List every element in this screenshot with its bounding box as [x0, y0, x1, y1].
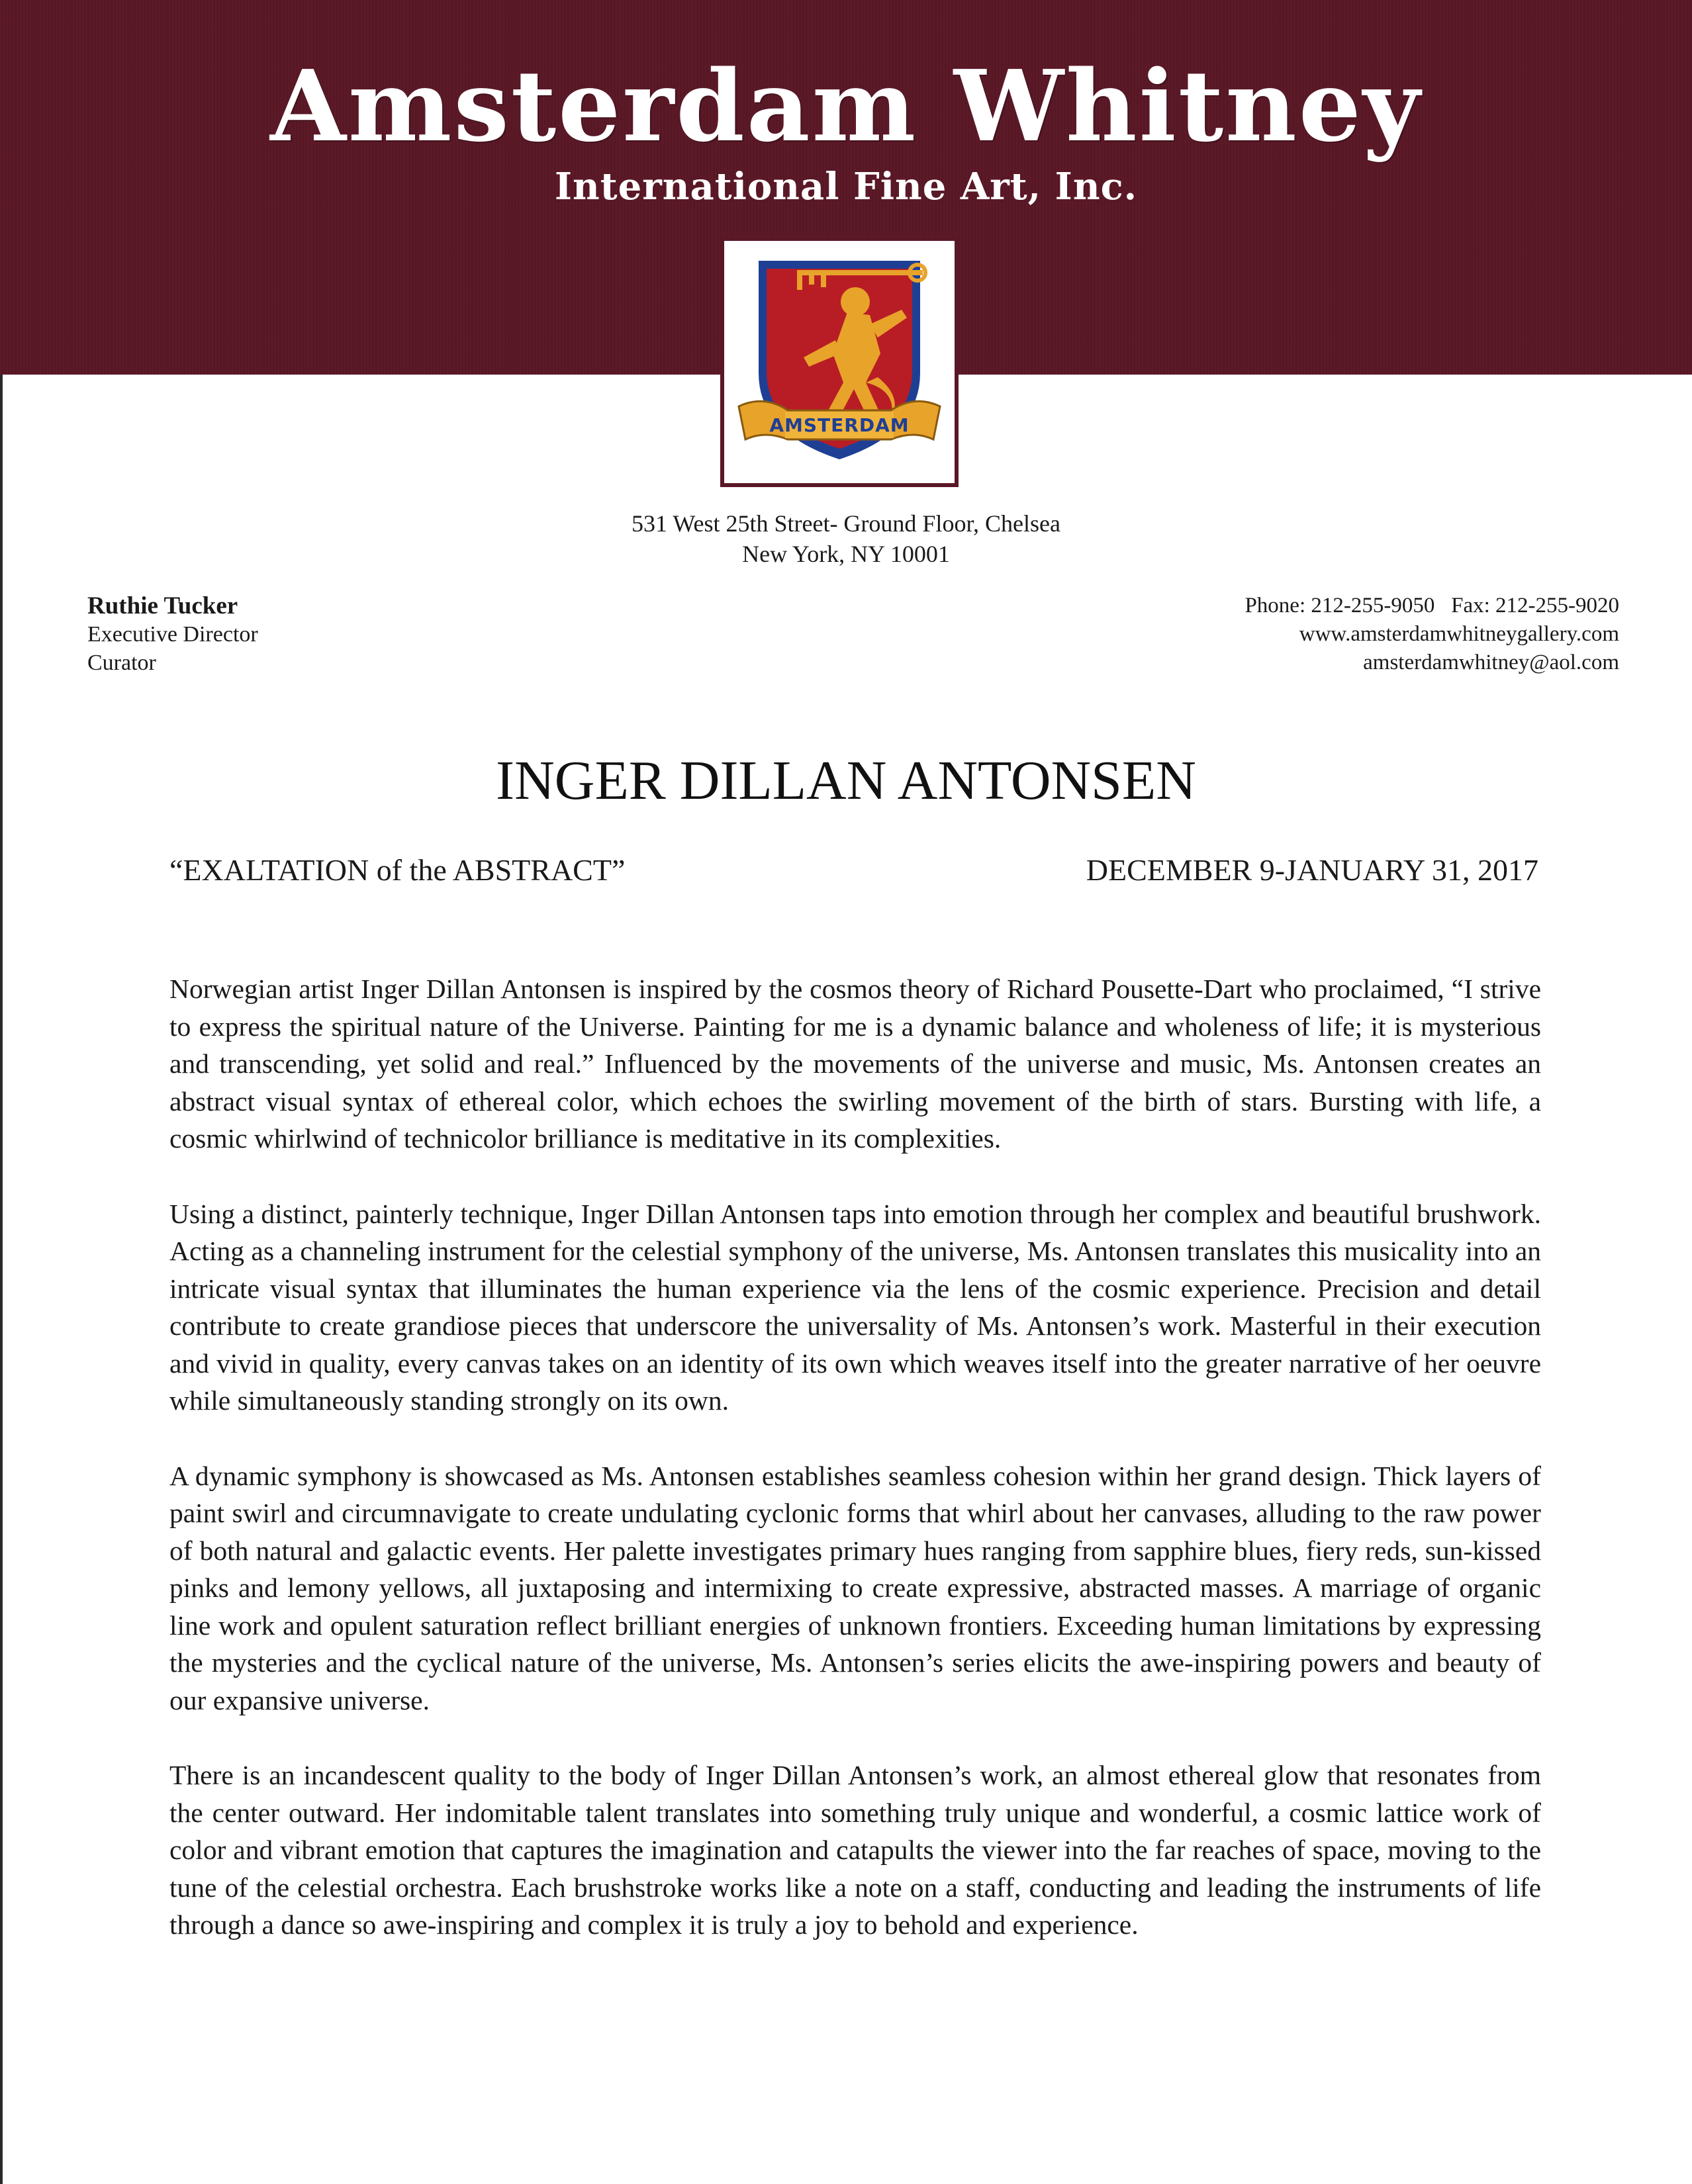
gallery-address — [0, 508, 1692, 569]
exhibition-dates: DECEMBER 9-JANUARY 31, 2017 — [1086, 853, 1538, 887]
press-release-body — [169, 970, 1541, 1981]
address-line-1: 531 West 25th Street- Ground Floor, Chelsea — [632, 510, 1060, 537]
artist-name-title: INGER DILLAN ANTONSEN — [496, 750, 1196, 811]
page-edge — [0, 375, 3, 2184]
gallery-subtitle: International Fine Art, Inc. — [554, 165, 1138, 208]
gallery-name: Amsterdam Whitney — [270, 48, 1422, 163]
paragraph: A dynamic symphony is showcased as Ms. Antonsen establishes seamless cohesion within her grand design. Thick layers of paint swirl and circumnavigate to create undulating cyclonic forms that whirl about her canvases, alluding to the raw power of both natural and galactic events. Her palette investigates primary hues ranging from sapphire blues, fiery reds, sun-kissed pinks and lemony yellows, all juxtaposing and intermixing to create expressive, abstracted masses. A marriage of organic line work and opulent saturation reflect brilliant energies of unknown frontiers. Exceeding human limitations by expressing the mysteries and the cyclical nature of the universe, Ms. Antonsen’s series elicits the awe-inspiring powers and beauty of our expansive universe. — [169, 1460, 1541, 1715]
director-title: Executive Director — [87, 622, 258, 647]
director-name: Ruthie Tucker — [87, 592, 238, 619]
curator-title: Curator — [87, 651, 156, 675]
phone-fax: Phone: 212-255-9050 Fax: 212-255-9020 — [1245, 594, 1619, 617]
website-link[interactable]: www.amsterdamwhitneygallery.com — [1299, 622, 1619, 646]
director-block — [87, 592, 258, 677]
lion-shield-icon — [724, 241, 955, 483]
exhibition-row — [169, 852, 1538, 888]
email-link[interactable]: amsterdamwhitney@aol.com — [1363, 651, 1619, 674]
gallery-logo — [720, 237, 959, 487]
paragraph: Norwegian artist Inger Dillan Antonsen is inspired by the cosmos theory of Richard Pousette-Dart who proclaimed, “I strive to express the spiritual nature of the Universe. Painting for me is a dynamic balance and wholeness of life; it is mysterious and transcending, yet solid and real.” Influenced by the movements of the universe and music, Ms. Antonsen creates an abstract visual syntax of ethereal color, which echoes the swirling movement of the birth of stars. Bursting with life, a cosmic whirlwind of technicolor brilliance is meditative in its complexities. — [169, 974, 1541, 1154]
paragraph: Using a distinct, painterly technique, Inger Dillan Antonsen taps into emotion through her complex and beautiful brushwork. Acting as a channeling instrument for the celestial symphony of the universe, Ms. Antonsen translates this musicality into an intricate visual syntax that illuminates the human experience via the lens of the cosmic experience. Precision and detail contribute to create grandiose pieces that underscore the universality of Ms. Antonsen’s work. Masterful in their execution and vivid in quality, every canvas takes on an identity of its own which weaves itself into the greater narrative of her oeuvre while simultaneously standing strongly on its own. — [169, 1198, 1541, 1416]
paragraph: There is an incandescent quality to the body of Inger Dillan Antonsen’s work, an almost ethereal glow that resonates from the center outward. Her indomitable talent translates into something truly unique and wonderful, a cosmic lattice work of color and vibrant emotion that captures the imagination and catapults the viewer into the far reaches of space, moving to the tune of the celestial orchestra. Each brushstroke works like a note on a staff, conducting and leading the instruments of life through a dance so awe-inspiring and complex it is truly a joy to behold and experience. — [169, 1760, 1541, 1940]
contact-block — [1245, 592, 1619, 677]
exhibition-title: “EXALTATION of the ABSTRACT” — [169, 853, 626, 887]
address-line-2: New York, NY 10001 — [742, 541, 950, 567]
logo-banner-text: AMSTERDAM — [769, 414, 910, 436]
